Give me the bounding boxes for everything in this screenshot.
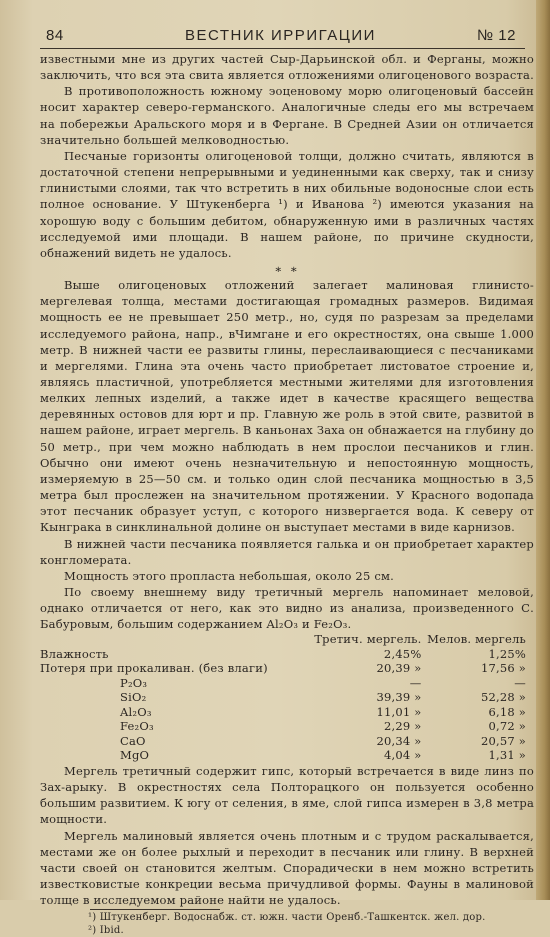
column-header-tertiary: Третич. мергель.	[314, 632, 422, 647]
cell-chalk: —	[514, 675, 526, 690]
paragraph: Песчаные горизонты олигоценовой толщи, должно считать, являются в достаточной степени непрерывными и уединенными как сверху, так и снизу глинистыми слоями, так что встретить в них обильные водоносные слои есть полное основание. У Штукенберга ¹) и Иванова ²) имеются указания на хорошую воду с большим дебитом, обнаруженную ими в различных частях исследуемой ими площади. В нашем районе, по причине скудности, обнажений видеть не удалось.	[40, 148, 534, 260]
row-label: Al₂O₃	[120, 704, 152, 719]
row-label: P₂O₃	[120, 675, 148, 690]
page-edge	[536, 0, 550, 900]
paragraph: Мергель третичный содержит гипс, который встречается в виде линз по Зах-арыку. В окрестностях села Полторацкого он пользуется особенно большим развитием. К югу от селения, в яме, слой гипса измерен в 3,8 метра мощности.	[40, 763, 534, 827]
row-label: Потеря при прокаливан. (без влаги)	[40, 661, 268, 676]
cell-tertiary: 2,29 »	[383, 719, 422, 734]
cell-tertiary: 4,04 »	[383, 748, 422, 763]
paragraph: известными мне из других частей Сыр-Дарьинской обл. и Ферганы, можно заключить, что вся эта свита является отложениями олигоценового возраста.	[40, 52, 534, 83]
page-number: 84	[46, 27, 64, 44]
cell-chalk: 1,25%	[488, 646, 526, 661]
paragraph: Мергель малиновый является очень плотным и с трудом раскалывается, местами же он более рыхлый и переходит в песчаник или глину. В верхней части своей он становится желтым. Спорадически в нем можно встретить известковистые конкреции весьма причудливой формы. Фауны в малиновой толще в исследуемом районе найти не удалось.	[40, 828, 534, 908]
cell-chalk: 52,28 »	[480, 690, 526, 705]
cell-tertiary: 20,39 »	[376, 661, 422, 676]
row-label: Fe₂O₃	[120, 719, 154, 734]
row-label: CaO	[120, 733, 146, 748]
table-row	[40, 734, 534, 749]
cell-tertiary: 39,39 »	[376, 690, 422, 705]
table-row	[40, 705, 534, 720]
table-row	[40, 676, 534, 691]
paragraph: По своему внешнему виду третичный мергель напоминает меловой, однако отличается от него, как это видно из анализа, произведенного С. Бабуровым, большим содержанием Al₂O₃ и Fe₂O₃.	[40, 585, 534, 632]
table-row	[40, 690, 534, 705]
table-row	[40, 748, 534, 763]
column-header-chalk: Мелов. мергель	[427, 632, 526, 647]
running-header	[40, 27, 520, 49]
cell-tertiary: 2,45%	[383, 646, 422, 661]
header-rule	[40, 48, 525, 49]
footnote: ¹) Штукенберг. Водоснабж. ст. южн. части Оренб.-Ташкентск. жел. дор.	[88, 912, 486, 924]
paragraph: В противоположность южному эоценовому морю олигоценовый бассейн носит характер северо-германского. Аналогичные следы его мы встречаем на побережьи Аральского моря и в Фергане. В Средней Азии он отличается значительно большей мелководностью.	[40, 84, 534, 147]
section-break-asterisks: ∗ ∗	[274, 262, 300, 277]
paragraph: В нижней части песчаника появляется галька и он приобретает характер конгломерата.	[40, 536, 534, 567]
cell-tertiary: 11,01 »	[376, 704, 422, 719]
row-label: MgO	[120, 748, 150, 763]
paragraph: Выше олигоценовых отложений залегает малиновая глинисто-мергелевая толща, местами достигающая громадных размеров. Видимая мощность ее не превышает 250 метр., но, судя по разрезам за пределами исследуемого района, напр., вЧимгане и его окрестностях, она свыше 1.000 метр. В нижней части ее развиты глины, переслаивающиеся с песчаниками и мергелями. Глина эта очень часто приобретает листоватое строение и, являясь пластичной, употребляется местными жителями для изготовления мелких лепных изделий, а также идет в качестве красящего вещества деревянных остовов для юрт и пр. Главную же роль в этой свите, развитой в нашем районе, играет мергель. В каньонах Заха он обнажается на глубину до 50 метр., при чем можно наблюдать в нем прослои песчаников и глин. Обычно они имеют очень незначительную и непостоянную мощность, измеряемую в 25—50 см. и только один слой песчаника мощностью в 3,5 метра был прослежен на значительном протяжении. У Красного водопада этот песчаник образует уступ, с которого низвергается вода. К северу от Кынграка в синклинальной долине он выступает местами в виде карнизов.	[40, 278, 534, 535]
issue-number: № 12	[477, 27, 516, 44]
paragraph: Мощность этого пропласта небольшая, около 25 см.	[64, 568, 394, 583]
footnote: ²) Ibid.	[88, 925, 124, 937]
table-header-row	[40, 632, 534, 647]
table-row	[40, 647, 534, 662]
article-body	[40, 51, 534, 937]
cell-chalk: 0,72 »	[488, 719, 526, 734]
cell-chalk: 1,31 »	[488, 748, 526, 763]
analysis-table	[40, 632, 534, 763]
cell-chalk: 20,57 »	[480, 733, 526, 748]
table-row	[40, 661, 534, 676]
journal-title: ВЕСТНИК ИРРИГАЦИИ	[185, 27, 376, 44]
cell-tertiary: 20,34 »	[376, 733, 422, 748]
footnotes	[40, 911, 534, 937]
cell-chalk: 17,56 »	[480, 661, 526, 676]
footnote-rule	[90, 909, 220, 910]
cell-chalk: 6,18 »	[488, 704, 526, 719]
table-row	[40, 719, 534, 734]
cell-tertiary: —	[409, 675, 422, 690]
row-label: Влажность	[40, 646, 109, 661]
row-label: SiO₂	[120, 690, 147, 705]
